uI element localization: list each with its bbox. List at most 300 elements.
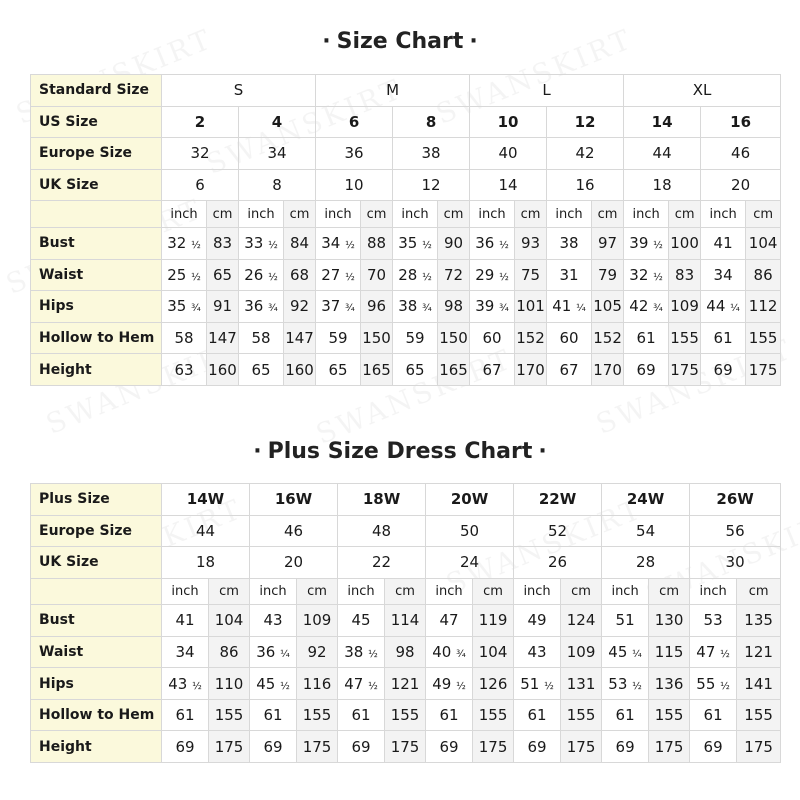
value-inch: 60 (470, 322, 515, 354)
measurement-row (31, 731, 781, 763)
unit-inch: inch (162, 201, 207, 228)
value-inch: 69 (701, 354, 746, 386)
value-inch: 34 (162, 636, 209, 668)
value-fraction: ¼ (576, 303, 586, 315)
value-cm: 86 (209, 636, 250, 668)
value-inch: 58 (239, 322, 284, 354)
value-inch: 63 (162, 354, 207, 386)
value-inch (250, 668, 297, 700)
value-cm: 93 (515, 227, 547, 259)
value-inch: 58 (162, 322, 207, 354)
uk-size-cell: 28 (602, 547, 690, 579)
europe-size-cell: 46 (701, 138, 781, 170)
value-whole: 32 (167, 234, 187, 253)
europe-size-label: Europe Size (31, 138, 162, 170)
value-cm: 100 (669, 227, 701, 259)
uk-size-cell: 10 (316, 169, 393, 201)
value-inch: 53 (690, 605, 737, 637)
europe-size-row (31, 515, 781, 547)
measurement-label: Height (31, 354, 162, 386)
value-fraction: ½ (422, 271, 432, 283)
value-inch (514, 668, 561, 700)
unit-inch: inch (316, 201, 361, 228)
standard-size-row (31, 75, 781, 107)
value-cm: 110 (209, 668, 250, 700)
plus-size-cell: 22W (514, 484, 602, 516)
value-fraction: ¼ (280, 649, 290, 661)
unit-cm: cm (561, 578, 602, 605)
value-whole: 25 (167, 265, 187, 284)
unit-cm: cm (297, 578, 338, 605)
value-inch: 43 (514, 636, 561, 668)
size-chart-title (0, 29, 800, 54)
value-inch: 61 (624, 322, 669, 354)
value-inch (162, 291, 207, 323)
value-inch: 65 (316, 354, 361, 386)
value-whole: 49 (432, 674, 452, 693)
value-fraction: ¾ (422, 303, 432, 315)
value-fraction: ½ (653, 271, 663, 283)
value-inch (393, 291, 438, 323)
measurement-row (31, 354, 781, 386)
value-inch: 67 (547, 354, 592, 386)
value-fraction: ½ (280, 680, 290, 692)
value-cm: 109 (561, 636, 602, 668)
us-size-cell: 12 (547, 106, 624, 138)
uk-size-label: UK Size (31, 547, 162, 579)
value-cm: 152 (592, 322, 624, 354)
uk-size-cell: 12 (393, 169, 470, 201)
uk-size-cell: 6 (162, 169, 239, 201)
us-size-cell: 6 (316, 106, 393, 138)
value-inch (338, 668, 385, 700)
value-cm: 72 (438, 259, 470, 291)
value-whole: 32 (629, 265, 649, 284)
value-inch: 65 (393, 354, 438, 386)
unit-inch: inch (624, 201, 669, 228)
standard-size-cell: S (162, 75, 316, 107)
unit-cm: cm (669, 201, 701, 228)
uk-size-cell: 18 (624, 169, 701, 201)
unit-label-empty (31, 201, 162, 228)
value-cm: 136 (649, 668, 690, 700)
value-whole: 36 (256, 643, 276, 662)
unit-inch: inch (338, 578, 385, 605)
value-whole: 38 (398, 297, 418, 316)
value-cm: 175 (473, 731, 514, 763)
plus-size-row (31, 484, 781, 516)
value-cm: 126 (473, 668, 514, 700)
value-cm: 121 (385, 668, 426, 700)
unit-inch: inch (162, 578, 209, 605)
us-size-label: US Size (31, 106, 162, 138)
value-inch: 69 (426, 731, 473, 763)
value-inch: 43 (250, 605, 297, 637)
value-fraction: ½ (192, 680, 202, 692)
value-cm: 155 (669, 322, 701, 354)
value-cm: 92 (284, 291, 316, 323)
value-cm: 155 (561, 699, 602, 731)
value-fraction: ½ (345, 240, 355, 252)
unit-inch: inch (239, 201, 284, 228)
value-fraction: ½ (720, 649, 730, 661)
plus-size-cell: 16W (250, 484, 338, 516)
europe-size-cell: 44 (624, 138, 701, 170)
value-cm: 104 (209, 605, 250, 637)
unit-cm: cm (515, 201, 547, 228)
measurement-label: Bust (31, 227, 162, 259)
value-whole: 45 (608, 643, 628, 662)
value-cm: 96 (361, 291, 393, 323)
measurement-label: Waist (31, 636, 162, 668)
value-cm: 175 (737, 731, 781, 763)
us-size-cell: 4 (239, 106, 316, 138)
unit-inch: inch (547, 201, 592, 228)
unit-inch: inch (393, 201, 438, 228)
measurement-label: Hips (31, 668, 162, 700)
unit-cm: cm (746, 201, 781, 228)
value-whole: 47 (344, 674, 364, 693)
uk-size-cell: 26 (514, 547, 602, 579)
value-inch: 61 (701, 322, 746, 354)
value-cm: 155 (385, 699, 426, 731)
value-fraction: ½ (268, 240, 278, 252)
value-cm: 86 (746, 259, 781, 291)
value-cm: 101 (515, 291, 547, 323)
value-cm: 70 (361, 259, 393, 291)
value-inch: 60 (547, 322, 592, 354)
value-fraction: ¼ (730, 303, 740, 315)
value-fraction: ¾ (653, 303, 663, 315)
measurement-label: Waist (31, 259, 162, 291)
value-inch: 41 (162, 605, 209, 637)
value-fraction: ½ (720, 680, 730, 692)
value-whole: 53 (608, 674, 628, 693)
plus-chart-title-text: Plus Size Dress Chart (267, 439, 533, 464)
value-cm: 119 (473, 605, 514, 637)
value-whole: 33 (244, 234, 264, 253)
value-whole: 27 (321, 265, 341, 284)
value-cm: 175 (561, 731, 602, 763)
unit-label-empty (31, 578, 162, 605)
value-whole: 35 (167, 297, 187, 316)
value-whole: 28 (398, 265, 418, 284)
size-chart-table (30, 74, 781, 386)
europe-size-cell: 36 (316, 138, 393, 170)
value-cm: 152 (515, 322, 547, 354)
us-size-row (31, 106, 781, 138)
value-whole: 55 (696, 674, 716, 693)
europe-size-cell: 52 (514, 515, 602, 547)
value-cm: 165 (361, 354, 393, 386)
value-whole: 26 (244, 265, 264, 284)
unit-cm: cm (361, 201, 393, 228)
value-inch (239, 291, 284, 323)
uk-size-row (31, 169, 781, 201)
value-fraction: ¼ (632, 649, 642, 661)
europe-size-cell: 44 (162, 515, 250, 547)
value-cm: 97 (592, 227, 624, 259)
europe-size-cell: 42 (547, 138, 624, 170)
value-cm: 84 (284, 227, 316, 259)
value-inch: 59 (393, 322, 438, 354)
standard-size-cell: L (470, 75, 624, 107)
value-whole: 47 (696, 643, 716, 662)
uk-size-cell: 20 (701, 169, 781, 201)
value-inch (393, 227, 438, 259)
value-cm: 165 (438, 354, 470, 386)
size-chart-title-text: Size Chart (336, 29, 464, 54)
unit-inch: inch (514, 578, 561, 605)
value-whole: 39 (629, 234, 649, 253)
plus-size-label: Plus Size (31, 484, 162, 516)
value-inch: 38 (547, 227, 592, 259)
europe-size-row (31, 138, 781, 170)
value-inch: 69 (514, 731, 561, 763)
value-inch (624, 291, 669, 323)
value-cm: 109 (669, 291, 701, 323)
europe-size-cell: 54 (602, 515, 690, 547)
value-cm: 147 (284, 322, 316, 354)
value-inch: 69 (162, 731, 209, 763)
value-inch: 59 (316, 322, 361, 354)
us-size-cell: 16 (701, 106, 781, 138)
value-fraction: ¾ (268, 303, 278, 315)
value-cm: 114 (385, 605, 426, 637)
europe-size-label: Europe Size (31, 515, 162, 547)
europe-size-cell: 56 (690, 515, 781, 547)
unit-inch: inch (602, 578, 649, 605)
value-cm: 155 (473, 699, 514, 731)
value-whole: 36 (475, 234, 495, 253)
value-inch: 61 (690, 699, 737, 731)
value-whole: 42 (629, 297, 649, 316)
unit-cm: cm (209, 578, 250, 605)
value-cm: 98 (438, 291, 470, 323)
value-inch (624, 227, 669, 259)
value-cm: 147 (207, 322, 239, 354)
us-size-cell: 2 (162, 106, 239, 138)
value-inch: 67 (470, 354, 515, 386)
value-cm: 150 (361, 322, 393, 354)
unit-row (31, 578, 781, 605)
value-fraction: ½ (191, 240, 201, 252)
value-cm: 155 (209, 699, 250, 731)
value-inch: 69 (602, 731, 649, 763)
uk-size-cell: 8 (239, 169, 316, 201)
measurement-row (31, 227, 781, 259)
value-inch (239, 227, 284, 259)
value-cm: 155 (737, 699, 781, 731)
value-cm: 175 (297, 731, 338, 763)
value-fraction: ½ (653, 240, 663, 252)
value-fraction: ½ (544, 680, 554, 692)
value-cm: 109 (297, 605, 338, 637)
uk-size-cell: 16 (547, 169, 624, 201)
unit-row (31, 201, 781, 228)
value-cm: 170 (515, 354, 547, 386)
unit-cm: cm (284, 201, 316, 228)
value-fraction: ½ (499, 271, 509, 283)
europe-size-cell: 32 (162, 138, 239, 170)
value-cm: 160 (284, 354, 316, 386)
value-inch: 61 (426, 699, 473, 731)
unit-cm: cm (649, 578, 690, 605)
measurement-row (31, 699, 781, 731)
value-inch: 31 (547, 259, 592, 291)
value-cm: 175 (649, 731, 690, 763)
measurement-row (31, 668, 781, 700)
value-inch: 61 (250, 699, 297, 731)
value-whole: 29 (475, 265, 495, 284)
value-cm: 65 (207, 259, 239, 291)
value-whole: 43 (168, 674, 188, 693)
value-fraction: ½ (456, 680, 466, 692)
title-dot: · (469, 29, 478, 54)
value-inch: 41 (701, 227, 746, 259)
value-fraction: ½ (422, 240, 432, 252)
value-inch (470, 227, 515, 259)
value-whole: 40 (432, 643, 452, 662)
value-cm: 98 (385, 636, 426, 668)
value-inch: 61 (162, 699, 209, 731)
measurement-label: Hips (31, 291, 162, 323)
uk-size-row (31, 547, 781, 579)
value-inch: 69 (250, 731, 297, 763)
value-whole: 34 (321, 234, 341, 253)
value-inch (393, 259, 438, 291)
title-dot: · (253, 439, 262, 464)
value-cm: 79 (592, 259, 624, 291)
europe-size-cell: 48 (338, 515, 426, 547)
measurement-row (31, 259, 781, 291)
value-fraction: ½ (368, 649, 378, 661)
value-cm: 105 (592, 291, 624, 323)
value-whole: 36 (244, 297, 264, 316)
measurement-label: Height (31, 731, 162, 763)
unit-cm: cm (207, 201, 239, 228)
value-inch (470, 291, 515, 323)
value-inch (316, 291, 361, 323)
value-fraction: ½ (499, 240, 509, 252)
value-cm: 83 (207, 227, 239, 259)
unit-cm: cm (592, 201, 624, 228)
measurement-label: Hollow to Hem (31, 699, 162, 731)
value-whole: 38 (344, 643, 364, 662)
value-whole: 44 (706, 297, 726, 316)
europe-size-cell: 34 (239, 138, 316, 170)
value-cm: 115 (649, 636, 690, 668)
plus-size-cell: 14W (162, 484, 250, 516)
value-cm: 92 (297, 636, 338, 668)
value-cm: 135 (737, 605, 781, 637)
value-cm: 175 (669, 354, 701, 386)
us-size-cell: 8 (393, 106, 470, 138)
value-inch (162, 259, 207, 291)
value-cm: 155 (649, 699, 690, 731)
uk-size-label: UK Size (31, 169, 162, 201)
value-cm: 155 (746, 322, 781, 354)
value-fraction: ¾ (499, 303, 509, 315)
europe-size-cell: 38 (393, 138, 470, 170)
plus-size-cell: 20W (426, 484, 514, 516)
value-cm: 104 (746, 227, 781, 259)
value-cm: 150 (438, 322, 470, 354)
uk-size-cell: 24 (426, 547, 514, 579)
uk-size-cell: 18 (162, 547, 250, 579)
plus-size-cell: 26W (690, 484, 781, 516)
unit-inch: inch (426, 578, 473, 605)
value-whole: 35 (398, 234, 418, 253)
title-dot: · (322, 29, 331, 54)
value-cm: 175 (209, 731, 250, 763)
plus-chart-title (0, 439, 800, 464)
unit-inch: inch (250, 578, 297, 605)
value-inch: 69 (690, 731, 737, 763)
value-cm: 130 (649, 605, 690, 637)
value-cm: 131 (561, 668, 602, 700)
value-cm: 175 (385, 731, 426, 763)
value-inch (470, 259, 515, 291)
europe-size-cell: 50 (426, 515, 514, 547)
value-inch: 49 (514, 605, 561, 637)
unit-cm: cm (737, 578, 781, 605)
value-inch: 69 (624, 354, 669, 386)
value-inch (690, 636, 737, 668)
value-inch (602, 636, 649, 668)
value-inch (162, 227, 207, 259)
unit-inch: inch (690, 578, 737, 605)
measurement-row (31, 636, 781, 668)
value-inch (426, 668, 473, 700)
value-inch (338, 636, 385, 668)
value-cm: 121 (737, 636, 781, 668)
unit-cm: cm (385, 578, 426, 605)
europe-size-cell: 46 (250, 515, 338, 547)
value-cm: 104 (473, 636, 514, 668)
value-cm: 90 (438, 227, 470, 259)
value-inch: 47 (426, 605, 473, 637)
unit-inch: inch (701, 201, 746, 228)
value-fraction: ½ (368, 680, 378, 692)
value-inch: 65 (239, 354, 284, 386)
value-inch (162, 668, 209, 700)
title-dot: · (538, 439, 547, 464)
value-inch (701, 291, 746, 323)
value-cm: 155 (297, 699, 338, 731)
us-size-cell: 10 (470, 106, 547, 138)
measurement-row (31, 291, 781, 323)
value-cm: 88 (361, 227, 393, 259)
value-fraction: ½ (345, 271, 355, 283)
value-inch (316, 259, 361, 291)
value-inch (250, 636, 297, 668)
plus-chart-table (30, 483, 781, 763)
unit-inch: inch (470, 201, 515, 228)
value-inch (624, 259, 669, 291)
value-inch (239, 259, 284, 291)
value-inch: 61 (338, 699, 385, 731)
value-cm: 75 (515, 259, 547, 291)
value-cm: 141 (737, 668, 781, 700)
plus-size-cell: 18W (338, 484, 426, 516)
value-inch: 61 (602, 699, 649, 731)
measurement-row (31, 322, 781, 354)
measurement-label: Bust (31, 605, 162, 637)
value-inch: 45 (338, 605, 385, 637)
measurement-row (31, 605, 781, 637)
uk-size-cell: 30 (690, 547, 781, 579)
